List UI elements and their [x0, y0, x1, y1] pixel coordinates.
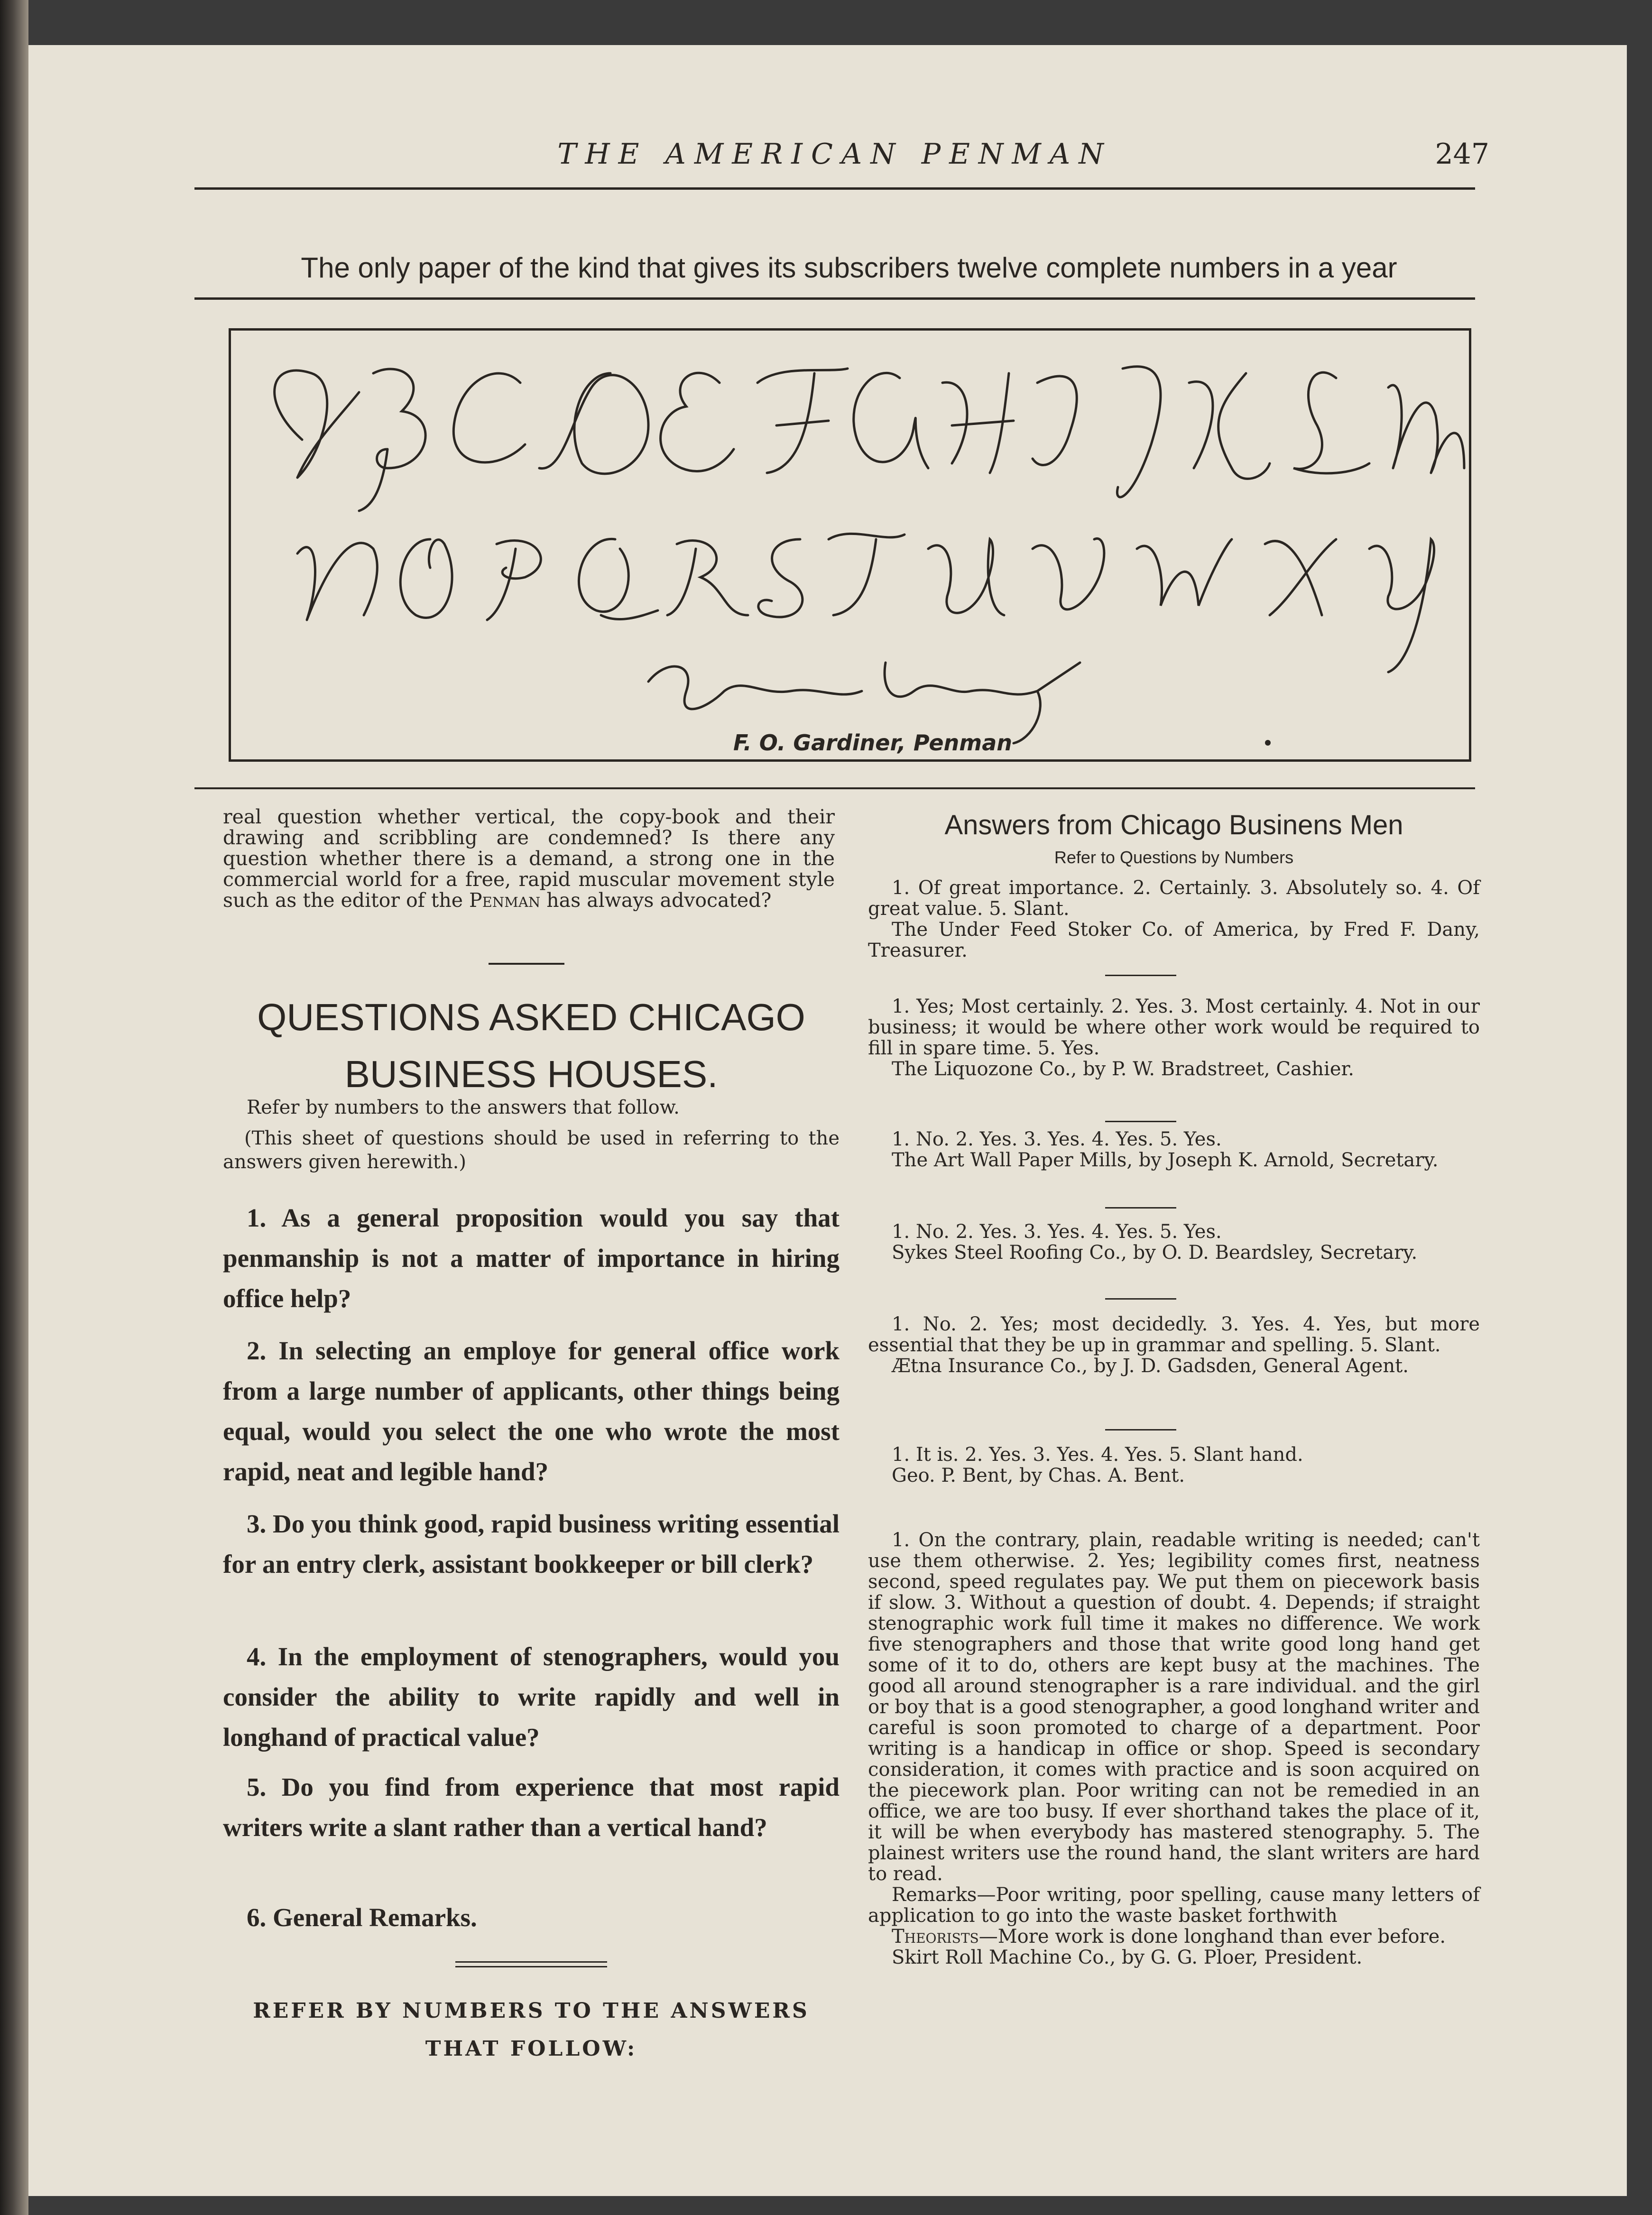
script-capital-g	[854, 373, 928, 468]
refer-line: Refer by numbers to the answers that follow.	[247, 1097, 680, 1118]
answers-subheading: Refer to Questions by Numbers	[1054, 848, 1294, 867]
script-capital-e	[661, 373, 734, 471]
question-4: 4. In the employment of stenographers, would you consider the ability to write rapidly and well in longhand of practical value?	[223, 1642, 840, 1752]
script-capital-y	[1369, 539, 1434, 672]
answer-firm: Geo. P. Bent, by Chas. A. Bent.	[892, 1465, 1185, 1486]
answer-divider	[1105, 1207, 1176, 1209]
answer-firm: The Under Feed Stoker Co. of America, by Fred F. Dany, Treasurer.	[868, 919, 1480, 961]
script-capital-l	[1293, 372, 1369, 473]
answer-text: 1. Of great importance. 2. Certainly. 3. Absolutely so. 4. Of great value. 5. Slant.	[868, 877, 1480, 920]
script-capital-o	[400, 539, 452, 618]
script-capital-w	[1137, 539, 1232, 606]
remarks-text: Remarks—Poor writing, poor spelling, cause many letters of application to go into the waste basket forthwith	[868, 1884, 1480, 1927]
script-capital-s	[758, 539, 803, 617]
answer-firm: Sykes Steel Roofing Co., by O. D. Beardsley, Secretary.	[892, 1242, 1418, 1264]
double-rule-bottom	[455, 1966, 607, 1967]
script-capital-v	[1033, 538, 1104, 609]
script-capital-f	[757, 369, 848, 473]
answer-text: 1. Yes; Most certainly. 2. Yes. 3. Most certainly. 4. Not in our business; it would be where other work would be required to fill in spare time. 5. Yes.	[868, 996, 1480, 1059]
divider-short	[489, 963, 564, 965]
answer-divider	[1105, 1121, 1176, 1122]
script-capital-a	[275, 370, 359, 478]
answer-divider	[1105, 1298, 1176, 1300]
script-capital-h	[942, 373, 1014, 473]
answer-divider	[1105, 1429, 1176, 1431]
page-number: 247	[1435, 138, 1489, 171]
plate-caption: F. O. Gardiner, Penman	[733, 730, 1013, 756]
instructions-note: (This sheet of questions should be used in referring to the answers given herewith.)	[223, 1127, 840, 1173]
intro-paragraph	[223, 806, 835, 911]
script-capital-m	[1388, 385, 1464, 473]
tagline: The only paper of the kind that gives its subscribers twelve complete numbers in a year	[301, 252, 1397, 284]
answer-firm: The Liquozone Co., by P. W. Bradstreet, Cashier.	[892, 1058, 1354, 1080]
script-capital-r	[667, 541, 748, 615]
script-capital-x	[1265, 539, 1336, 615]
script-capital-k	[1189, 373, 1270, 479]
penman-name: Penman	[469, 889, 541, 912]
ornament-dot	[1265, 740, 1271, 746]
answer-block-5	[868, 1314, 1480, 1376]
answers-heading: Answers from Chicago Businens Men	[944, 810, 1403, 840]
answer-text: 1. No. 2. Yes; most decidedly. 3. Yes. 4. Yes, but more essential that they be up in grammar and spelling. 5. Slant.	[868, 1313, 1480, 1356]
answer-divider	[1105, 975, 1176, 976]
script-capital-q	[579, 539, 658, 619]
answer-text: 1. No. 2. Yes. 3. Yes. 4. Yes. 5. Yes.	[892, 1128, 1222, 1150]
running-head-title: THE AMERICAN PENMAN	[557, 138, 1112, 171]
answer-text: 1. No. 2. Yes. 3. Yes. 4. Yes. 5. Yes.	[892, 1221, 1222, 1243]
tagline-rule	[194, 297, 1475, 300]
answer-block-3	[868, 1129, 1480, 1171]
script-capital-u	[928, 539, 1004, 615]
script-capital-d	[539, 373, 648, 474]
header-rule	[194, 187, 1475, 190]
script-capital-b	[359, 369, 425, 511]
script-capital-c	[453, 373, 525, 462]
section-heading: QUESTIONS ASKED CHICAGO BUSINESS HOUSES.	[257, 996, 805, 1095]
intro-text: real question whether vertical, the copy-book and their drawing and scribbling are condemned? Is there any question whether there is a demand, a strong one in the commercial world for a free, rapid muscular movement style such as the editor of the	[223, 805, 835, 912]
answer-firm: The Art Wall Paper Mills, by Joseph K. Arnold, Secretary.	[892, 1149, 1439, 1171]
question-5: 5. Do you find from experience that most rapid writers write a slant rather than a vertical hand?	[223, 1772, 840, 1842]
script-capital-j	[1117, 367, 1161, 497]
answer-block-6	[868, 1444, 1480, 1486]
answer-block-2	[868, 996, 1480, 1080]
penmanship-plate	[229, 328, 1471, 762]
intro-end: has always advocated?	[546, 889, 772, 912]
answer-firm: Ætna Insurance Co., by J. D. Gadsden, General Agent.	[892, 1355, 1409, 1377]
book-binding-edge	[0, 0, 28, 2215]
answer-firm: Skirt Roll Machine Co., by G. G. Ploer, President.	[892, 1947, 1363, 1968]
theorists-paragraph	[868, 1926, 1480, 1947]
question-2: 2. In selecting an employe for general office work from a large number of applicants, other things being equal, would you select the one who wrote the most rapid, neat and legible hand?	[223, 1336, 840, 1486]
script-capital-p	[487, 541, 541, 620]
script-capital-t	[829, 534, 904, 615]
double-rule-top	[455, 1961, 607, 1963]
refer-caption: REFER BY NUMBERS TO THE ANSWERS THAT FOLLOW:	[253, 1999, 810, 2061]
script-capital-i	[1033, 376, 1077, 465]
section-rule	[194, 787, 1475, 789]
theorists-label: Theorists	[892, 1926, 979, 1947]
script-capital-n	[297, 543, 377, 620]
answer-text: 1. It is. 2. Yes. 3. Yes. 4. Yes. 5. Slant hand.	[892, 1444, 1303, 1466]
script-alphabet-drawing	[231, 331, 1469, 759]
answer-block-long	[868, 1530, 1480, 1968]
answer-block-4	[868, 1221, 1480, 1263]
magazine-page	[28, 45, 1627, 2196]
question-1: 1. As a general proposition would you say that penmanship is not a matter of importance in hiring office help?	[223, 1203, 840, 1313]
theorists-text: —More work is done longhand than ever before.	[978, 1926, 1446, 1947]
question-3: 3. Do you think good, rapid business writing essential for an entry clerk, assistant bookkeeper or bill clerk?	[223, 1509, 840, 1578]
long-answer-text: 1. On the contrary, plain, readable writing is needed; can't use them otherwise. 2. Yes; legibility comes first, neatness second, speed regulates pay. We put them on piecework basis if slow. 3. Without a question of doubt. 4. Depends; if straight stenographic work full time it makes no difference. We work five stenographers and those that write good long hand get some of it to do, others are kept busy at the machines. The good all around stenographer is a rare individual. and the girl or boy that is a good stenographer, a good longhand writer and careful is soon promoted to charge of a department. Poor writing is a handicap in office or shop. Speed is secondary consideration, it comes with practice and is soon acquired on the piecework plan. Poor writing can not be remedied in an office, we are too busy. If ever shorthand takes the place of it, it will be when everybody has mastered stenography. 5. The plainest writers use the round hand, the slant writers are hard to read.	[868, 1529, 1480, 1885]
answer-block-1	[868, 877, 1480, 961]
question-6: 6. General Remarks.	[247, 1903, 477, 1932]
